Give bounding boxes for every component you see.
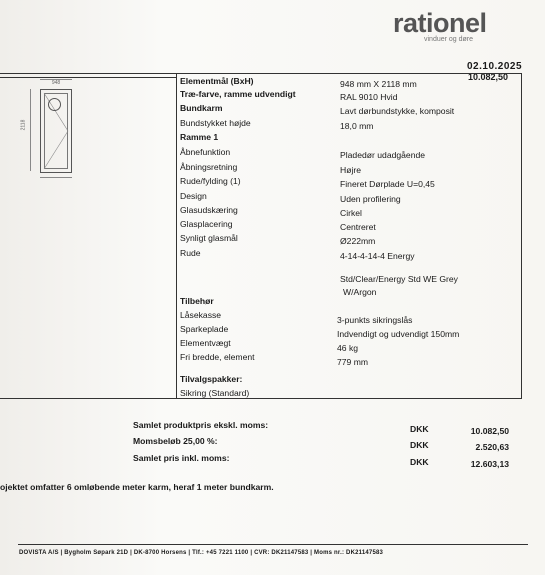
spec-value: Centreret bbox=[340, 222, 376, 232]
total-label: Momsbeløb 25,00 %: bbox=[133, 436, 218, 446]
spec-label: Ramme 1 bbox=[180, 132, 219, 142]
total-amount: 10.082,50 bbox=[470, 426, 509, 436]
spec-label: Rude/fylding (1) bbox=[180, 176, 241, 186]
spec-label: Bundstykket højde bbox=[180, 118, 251, 128]
total-amount: 2.520,63 bbox=[475, 442, 509, 452]
tilvalg-heading: Tilvalgspakker: bbox=[180, 374, 243, 384]
brand-logo: rationel bbox=[393, 8, 487, 38]
footer-rule bbox=[18, 544, 528, 545]
spec-table-rule bbox=[0, 77, 176, 78]
spec-label: Bundkarm bbox=[180, 103, 223, 113]
spec-label: Træ-farve, ramme udvendigt bbox=[180, 89, 296, 99]
tilbehor-label: Elementvægt bbox=[180, 338, 231, 348]
spec-value: Højre bbox=[340, 165, 362, 175]
total-label: Samlet produktpris ekskl. moms: bbox=[133, 420, 269, 430]
tilbehor-label: Sparkeplade bbox=[180, 324, 229, 334]
rude-value-line3: W/Argon bbox=[343, 287, 377, 297]
tilbehor-label: Låsekasse bbox=[180, 310, 222, 320]
document-date: 02.10.2025 bbox=[467, 61, 523, 72]
spec-label: Elementmål (BxH) bbox=[180, 76, 254, 86]
tilbehor-value: 3-punkts sikringslås bbox=[337, 315, 413, 325]
bottom-dimension bbox=[40, 177, 72, 178]
total-currency: DKK bbox=[410, 440, 429, 450]
brand-tagline: vinduer og døre bbox=[424, 36, 474, 43]
spec-value: Pladedør udadgående bbox=[340, 150, 426, 160]
spec-value: Fineret Dørplade U=0,45 bbox=[340, 179, 435, 189]
spec-label: Glasplacering bbox=[180, 219, 233, 229]
spec-label: Design bbox=[180, 191, 207, 201]
spec-label: Åbnefunktion bbox=[180, 147, 231, 157]
spec-value: Lavt dørbundstykke, komposit bbox=[340, 106, 455, 116]
tilbehor-value: Indvendigt og udvendigt 150mm bbox=[337, 329, 460, 339]
circle-window-icon bbox=[48, 98, 61, 111]
spec-value: Uden profilering bbox=[340, 194, 401, 204]
company-footer: DOVISTA A/S | Bygholm Søpark 21D | DK-8700 Horsens | Tlf.: +45 7221 1100 | CVR: DK21147583 | Moms nr.: DK21147583 bbox=[19, 550, 384, 556]
total-currency: DKK bbox=[410, 424, 429, 434]
total-label: Samlet pris inkl. moms: bbox=[133, 453, 230, 463]
tilbehor-value: 779 mm bbox=[337, 357, 369, 367]
tilbehor-value: 46 kg bbox=[337, 343, 359, 353]
spec-value: 18,0 mm bbox=[340, 121, 374, 131]
top-total: 10.082,50 bbox=[468, 72, 509, 82]
spec-table-divider bbox=[176, 73, 177, 398]
rude-value-line2: Std/Clear/Energy Std WE Grey bbox=[340, 274, 458, 284]
width-dimension: 948 bbox=[40, 79, 72, 86]
spec-label: Synligt glasmål bbox=[180, 233, 238, 243]
frame-note: ojektet omfatter 6 omløbende meter karm, heraf 1 meter bundkarm. bbox=[0, 482, 274, 492]
height-dimension bbox=[30, 89, 37, 171]
spec-value: 4-14-4-14-4 Energy bbox=[340, 251, 415, 261]
spec-value: 948 mm X 2118 mm bbox=[340, 79, 417, 89]
tilbehor-heading: Tilbehør bbox=[180, 296, 214, 306]
spec-value: RAL 9010 Hvid bbox=[340, 92, 398, 102]
spec-label: Glasudskæring bbox=[180, 205, 238, 215]
tilvalg-item: Sikring (Standard) bbox=[180, 388, 250, 398]
spec-table-frame bbox=[0, 73, 522, 399]
spec-label: Åbningsretning bbox=[180, 162, 238, 172]
spec-value: Ø222mm bbox=[340, 236, 376, 246]
spec-value: Cirkel bbox=[340, 208, 362, 218]
tilbehor-label: Fri bredde, element bbox=[180, 352, 255, 362]
spec-label: Rude bbox=[180, 248, 201, 258]
total-currency: DKK bbox=[410, 457, 429, 467]
height-dimension-label: 2118 bbox=[20, 119, 27, 131]
total-amount: 12.603,13 bbox=[470, 459, 509, 469]
